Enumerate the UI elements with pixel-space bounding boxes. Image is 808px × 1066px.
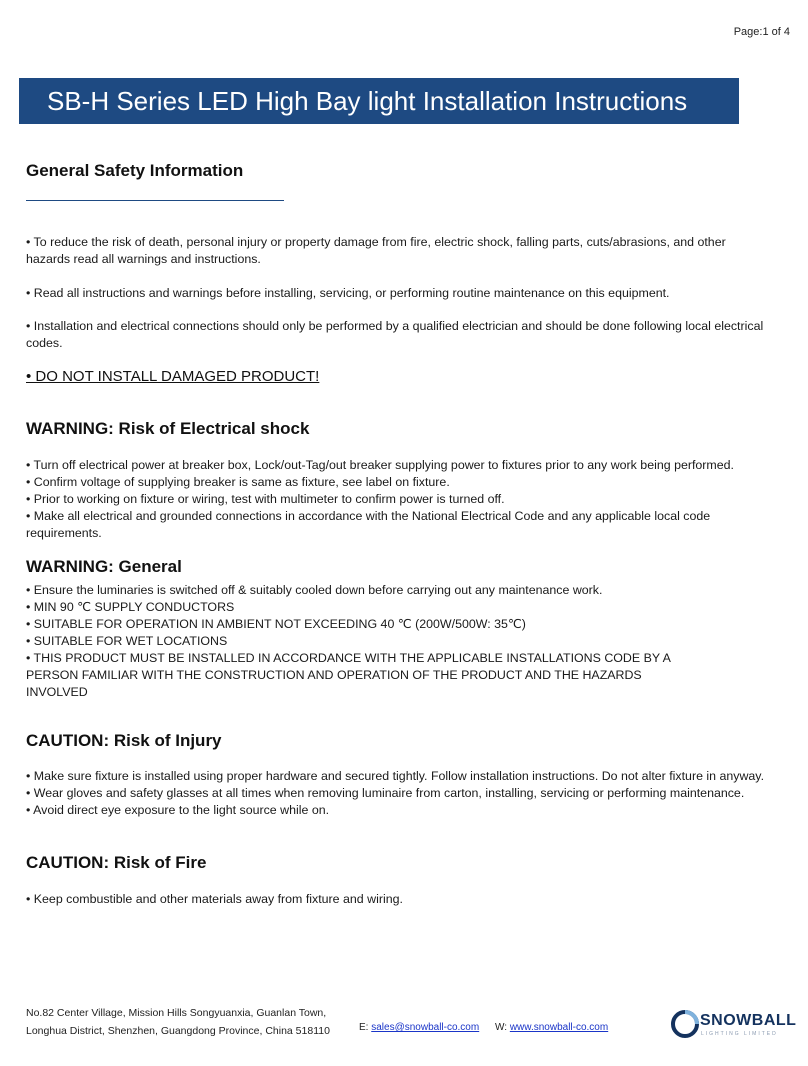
address-line: No.82 Center Village, Mission Hills Songyuanxia, Guanlan Town, [26,1007,327,1019]
footer-website [495,1022,608,1033]
heading-warning-electrical-shock: WARNING: Risk of Electrical shock [26,419,310,438]
logo-subtitle: LIGHTING LIMITED [701,1031,778,1037]
heading-general-safety: General Safety Information [26,161,244,180]
safety-paragraph-1 [26,234,796,268]
page-number: Page:1 of 4 [733,26,790,38]
list-item: • SUITABLE FOR OPERATION IN AMBIENT NOT EXCEEDING 40 ℃ (200W/500W: 35℃) [26,617,526,631]
email-link[interactable]: sales@snowball-co.com [371,1022,480,1033]
list-item: • Avoid direct eye exposure to the light source while on. [26,803,330,817]
footer-email [359,1022,479,1033]
list-item: • Keep combustible and other materials away from fixture and wiring. [26,892,403,906]
text-line: hazards read all warnings and instructions. [26,252,261,266]
text-line: codes. [26,336,63,350]
warning-general-list [26,582,796,701]
list-item: • Turn off electrical power at breaker box, Lock/out-Tag/out breaker supplying power to fixtures prior to any work being performed. [26,458,734,472]
list-item: • THIS PRODUCT MUST BE INSTALLED IN ACCORDANCE WITH THE APPLICABLE INSTALLATIONS CODE BY A [26,651,671,665]
list-item: requirements. [26,526,102,540]
document-title: SB-H Series LED High Bay light Installation Instructions [19,78,739,124]
email-label: E: [359,1022,369,1033]
text-line: • Read all instructions and warnings before installing, servicing, or performing routine maintenance on this equipment. [26,286,670,300]
list-item: INVOLVED [26,685,88,699]
list-item: • MIN 90 ℃ SUPPLY CONDUCTORS [26,600,235,614]
footer-address [26,1004,330,1040]
heading-caution-fire: CAUTION: Risk of Fire [26,853,207,872]
safety-paragraph-2 [26,285,796,302]
snowball-logo-icon [670,1009,700,1039]
caution-fire-list [26,891,796,908]
electrical-shock-list [26,457,796,542]
website-label: W: [495,1022,508,1033]
list-item: • Ensure the luminaries is switched off & suitably cooled down before carrying out any maintenance work. [26,583,603,597]
text-line: • To reduce the risk of death, personal injury or property damage from fire, electric shock, falling parts, cuts/abrasions, and other [26,235,726,249]
text-line: • Installation and electrical connections should only be performed by a qualified electrician and should be done following local electrical [26,319,764,333]
address-line: Longhua District, Shenzhen, Guangdong Province, China 518110 [26,1025,330,1037]
logo-wordmark: SNOWBALL [700,1012,797,1029]
heading-warning-general: WARNING: General [26,557,182,576]
caution-injury-list [26,768,796,819]
list-item: • Confirm voltage of supplying breaker is same as fixture, see label on fixture. [26,475,450,489]
list-item: • Make all electrical and grounded connections in accordance with the National Electrical Code and any applicable local code [26,509,711,523]
list-item: PERSON FAMILIAR WITH THE CONSTRUCTION AND OPERATION OF THE PRODUCT AND THE HAZARDS [26,668,642,682]
damaged-product-notice: • DO NOT INSTALL DAMAGED PRODUCT! [26,368,320,385]
heading-caution-injury: CAUTION: Risk of Injury [26,731,222,750]
list-item: • Wear gloves and safety glasses at all times when removing luminaire from carton, installing, servicing or performing maintenance. [26,786,745,800]
snowball-logo [670,1008,797,1042]
list-item: • Prior to working on fixture or wiring, test with multimeter to confirm power is turned off. [26,492,505,506]
list-item: • SUITABLE FOR WET LOCATIONS [26,634,228,648]
website-link[interactable]: www.snowball-co.com [509,1022,609,1033]
safety-paragraph-3 [26,318,796,352]
list-item: • Make sure fixture is installed using proper hardware and secured tightly. Follow installation instructions. Do not alter fixture in anyway. [26,769,765,783]
heading-underline [26,200,284,201]
